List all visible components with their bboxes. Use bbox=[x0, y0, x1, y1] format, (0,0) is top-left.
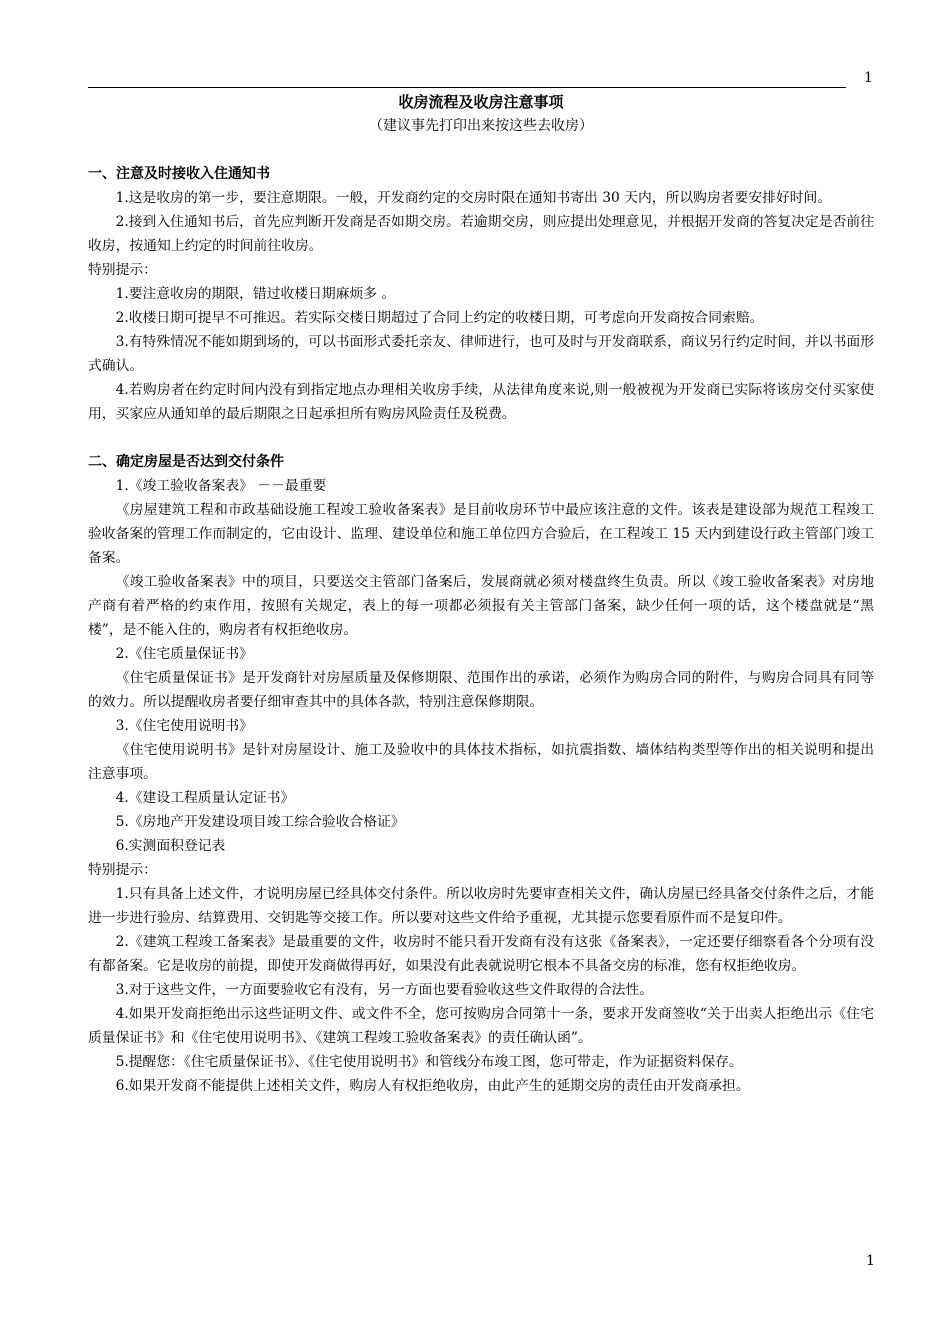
section-2-paragraph: 《竣工验收备案表》中的项目，只要送交主管部门备案后，发展商就必须对楼盘终生负责。所以《竣工验收备案表》对房地产商有着严格的约束作用，按照有关规定，表上的每一项都必须报有关主管部门备案，缺少任何一项的话，这个楼盘就是“黑楼”，是不能入住的，购房者有权拒绝收房。 bbox=[88, 574, 874, 638]
special-tip-item: 1.只有具备上述文件，才说明房屋已经具体交付条件。所以收房时先要审查相关文件，确认房屋已经具备交付条件之后，才能进一步进行验房、结算费用、交钥匙等交接工作。所以要对这些文件给予重视，尤其提示您要看原件而不是复印件。 bbox=[88, 886, 874, 926]
document-item-title: 3.《住宅使用说明书》 bbox=[115, 718, 253, 734]
section-2-paragraph: 《住宅质量保证书》是开发商针对房屋质量及保修期限、范围作出的承诺，必须作为购房合同的附件，与购房合同具有同等的效力。所以提醒收房者要仔细审查其中的具体各款，特别注意保修期限。 bbox=[88, 670, 874, 710]
header-page-number: 1 bbox=[864, 70, 873, 86]
header-rule bbox=[88, 87, 846, 88]
section-1-paragraph: 1.这是收房的第一步，要注意期限。一般，开发商约定的交房时限在通知书寄出 30 天内，所以购房者要安排好时间。 bbox=[115, 190, 832, 206]
special-tip-item: 4.如果开发商拒绝出示这些证明文件、或文件不全，您可按购房合同第十一条，要求开发商签收“关于出卖人拒绝出示《住宅质量保证书》和《住宅使用说明书》、《建筑工程竣工验收备案表》的责任确认函”。 bbox=[88, 1006, 874, 1046]
document-title: 收房流程及收房注意事项 bbox=[398, 93, 564, 111]
special-tip-item: 5.提醒您：《住宅质量保证书》、《住宅使用说明书》和管线分布竣工图，您可带走，作为证据资料保存。 bbox=[115, 1054, 743, 1070]
document-item-title: 1.《竣工验收备案表》 －－最重要 bbox=[115, 478, 327, 494]
document-item-title: 4.《建设工程质量认定证书》 bbox=[115, 790, 295, 806]
section-2-paragraph: 《房屋建筑工程和市政基础设施工程竣工验收备案表》是目前收房环节中最应该注意的文件。该表是建设部为规范工程竣工验收备案的管理工作而制定的，它由设计、监理、建设单位和施工单位四方合验后，在工程竣工 15 天内到建设行政主管部门竣工备案。 bbox=[88, 502, 874, 566]
special-tip-item: 1.要注意收房的期限，错过收楼日期麻烦多 。 bbox=[115, 286, 396, 302]
blank-line bbox=[88, 426, 874, 450]
blank-line bbox=[88, 138, 874, 162]
special-tip-item: 4.若购房者在约定时间内没有到指定地点办理相关收房手续，从法律角度来说,则一般被视为开发商已实际将该房交付买家使用，买家应从通知单的最后期限之日起承担所有购房风险责任及税费。 bbox=[88, 382, 874, 422]
special-tip-item: 6.如果开发商不能提供上述相关文件，购房人有权拒绝收房，由此产生的延期交房的责任由开发商承担。 bbox=[115, 1078, 750, 1094]
document-item-title: 5.《房地产开发建设项目竣工综合验收合格证》 bbox=[115, 814, 405, 830]
document-item-title: 2.《住宅质量保证书》 bbox=[115, 646, 253, 662]
document-item-title: 6.实测面积登记表 bbox=[115, 838, 226, 854]
special-tip-item: 2.《建筑工程竣工备案表》是最重要的文件，收房时不能只看开发商有没有这张《备案表》，一定还要仔细察看各个分项有没有都备案。它是收房的前提，即使开发商做得再好，如果没有此表就说明它根本不具备交房的标准，您有权拒绝收房。 bbox=[88, 934, 874, 974]
special-tip-item: 3.对于这些文件，一方面要验收它有没有，另一方面也要看验收这些文件取得的合法性。 bbox=[115, 982, 654, 998]
section-1-heading: 一、注意及时接收入住通知书 bbox=[88, 166, 270, 182]
section-1-paragraph: 2.接到入住通知书后，首先应判断开发商是否如期交房。若逾期交房，则应提出处理意见，并根据开发商的答复决定是否前往收房，按通知上约定的时间前往收房。 bbox=[88, 214, 874, 254]
special-tip-label: 特别提示： bbox=[88, 262, 157, 278]
document-subtitle: （建议事先打印出来按这些去收房） bbox=[369, 118, 593, 134]
footer-page-number: 1 bbox=[866, 1253, 875, 1269]
special-tip-label: 特别提示： bbox=[88, 862, 157, 878]
section-2-paragraph: 《住宅使用说明书》是针对房屋设计、施工及验收中的具体技术指标，如抗震指数、墙体结构类型等作出的相关说明和提出注意事项。 bbox=[88, 742, 874, 782]
section-2-heading: 二、确定房屋是否达到交付条件 bbox=[88, 454, 284, 470]
special-tip-item: 2.收楼日期可提早不可推迟。若实际交楼日期超过了合同上约定的收楼日期，可考虑向开发商按合同索赔。 bbox=[115, 310, 764, 326]
document-body bbox=[88, 90, 874, 1098]
special-tip-item: 3.有特殊情况不能如期到场的，可以书面形式委托亲友、律师进行，也可及时与开发商联系，商议另行约定时间，并以书面形式确认。 bbox=[88, 334, 874, 374]
